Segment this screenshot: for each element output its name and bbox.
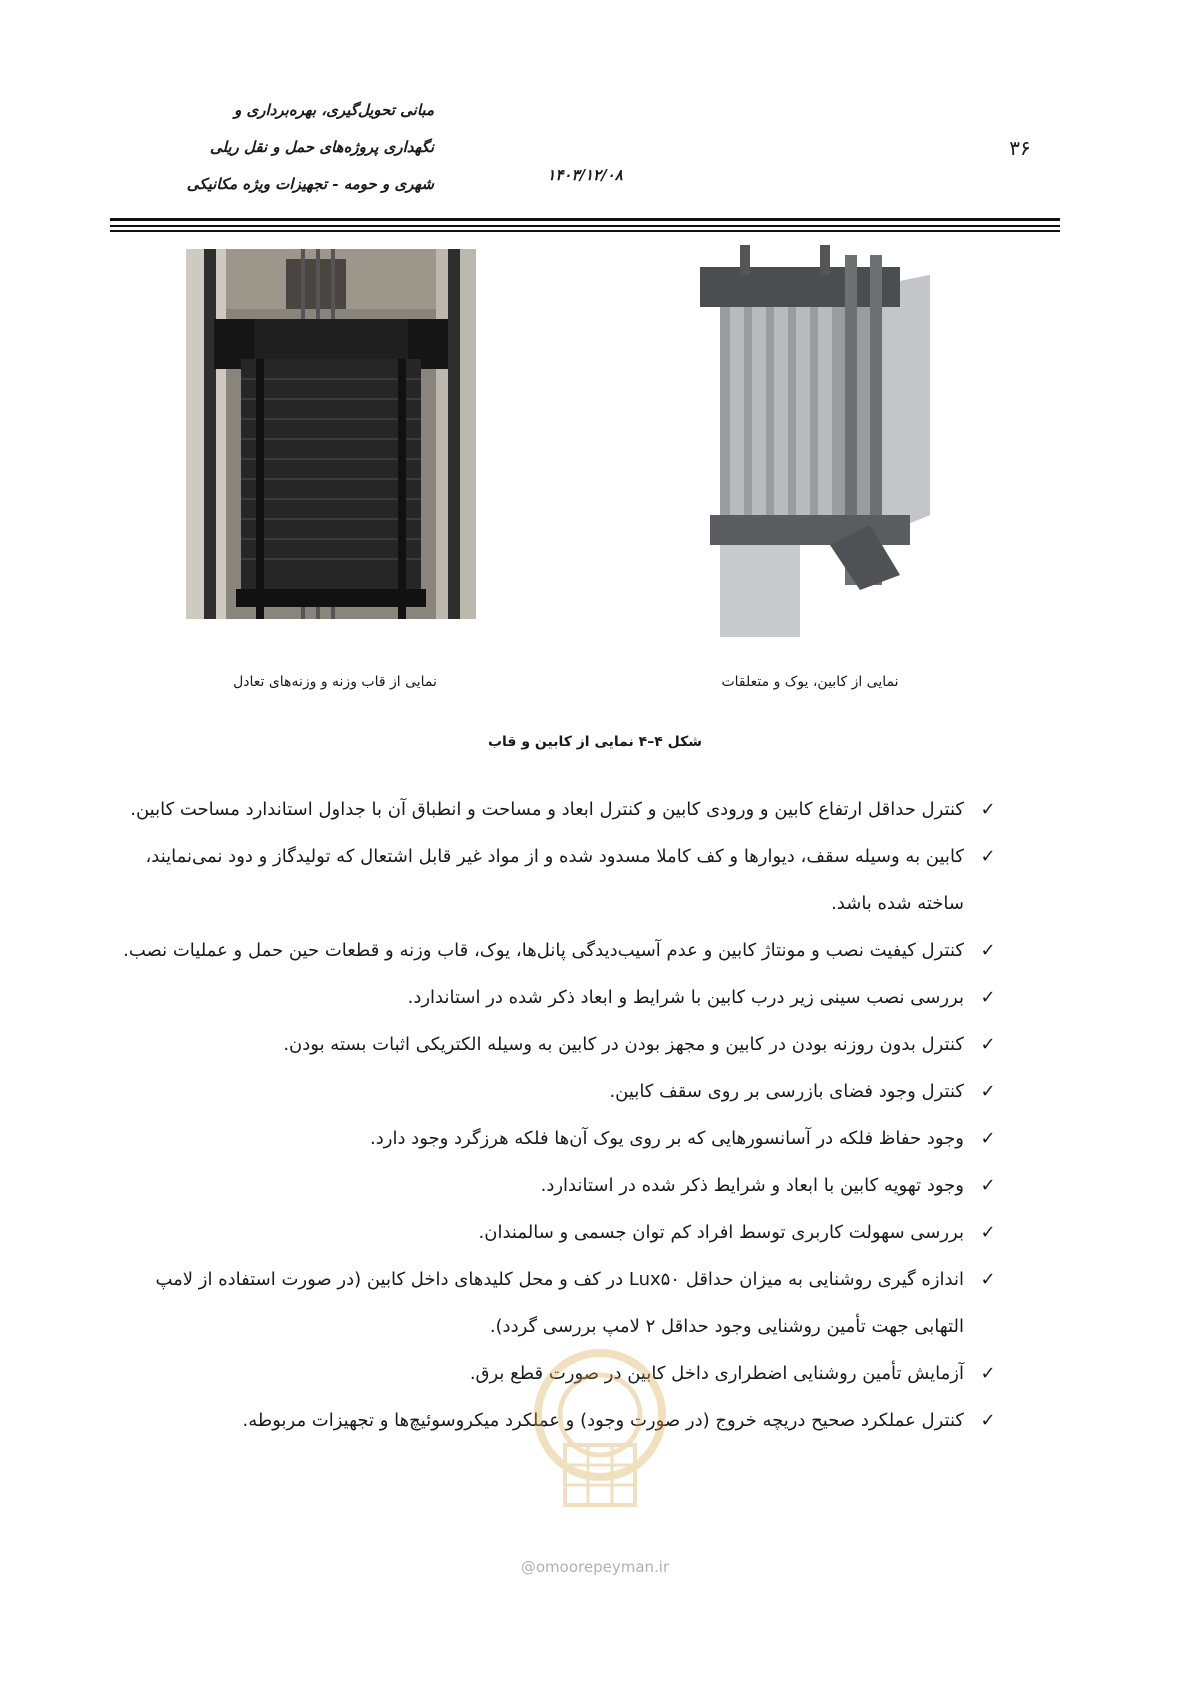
list-item bbox=[110, 1115, 1000, 1162]
check-mark-icon: ✓ bbox=[980, 1410, 996, 1431]
list-item-text: کابین به وسیله سقف، دیوارها و کف کاملا مسدود شده و از مواد غیر قابل اشتعال که تولیدگاز و دود نمی‌نمایند، ساخته شده باشد. bbox=[145, 846, 964, 914]
list-item-text: وجود تهویه کابین با ابعاد و شرایط ذکر شده در استاندارد. bbox=[540, 1175, 964, 1196]
check-mark-icon: ✓ bbox=[980, 940, 996, 961]
header-date: ۱۴۰۳/۱۲/۰۸ bbox=[547, 166, 623, 184]
page-number: ۳۶ bbox=[1009, 136, 1031, 160]
list-item-text: آزمایش تأمین روشنایی اضطراری داخل کابین در صورت قطع برق. bbox=[469, 1363, 964, 1384]
list-item-text: بررسی نصب سینی زیر درب کابین با شرایط و ابعاد ذکر شده در استاندارد. bbox=[407, 987, 964, 1008]
figure-caption-left: نمایی از قاب وزنه و وزنه‌های تعادل bbox=[233, 674, 437, 690]
list-item bbox=[110, 833, 1000, 927]
check-mark-icon: ✓ bbox=[980, 1128, 996, 1149]
list-item bbox=[110, 1162, 1000, 1209]
header-rule bbox=[110, 218, 1060, 221]
watermark-logo-icon bbox=[520, 1325, 680, 1525]
list-item bbox=[110, 786, 1000, 833]
figure-caption-right: نمایی از کابین، یوک و متعلقات bbox=[721, 674, 899, 690]
list-item bbox=[110, 1209, 1000, 1256]
header-title-line-3: شهری و حومه - تجهیزات ویژه مکانیکی bbox=[186, 175, 434, 193]
list-item-text: کنترل وجود فضای بازرسی بر روی سقف کابین. bbox=[609, 1081, 964, 1102]
header-title-line-2: نگهداری پروژه‌های حمل و نقل ریلی bbox=[209, 138, 434, 156]
cabin-yoke-photo bbox=[680, 245, 940, 637]
list-item-text: وجود حفاظ فلکه در آسانسورهایی که بر روی یوک آن‌ها فلکه هرزگرد وجود دارد. bbox=[370, 1128, 964, 1149]
list-item-text: بررسی سهولت کاربری توسط افراد کم توان جسمی و سالمندان. bbox=[478, 1222, 964, 1243]
check-mark-icon: ✓ bbox=[980, 1034, 996, 1055]
running-header bbox=[134, 92, 434, 203]
footer-site-label: @omoorepeyman.ir bbox=[520, 1558, 670, 1576]
check-mark-icon: ✓ bbox=[980, 799, 996, 820]
check-mark-icon: ✓ bbox=[980, 1363, 996, 1384]
list-item-text: کنترل بدون روزنه بودن در کابین و مجهز بودن در کابین به وسیله الکتریکی اثبات بسته بودن. bbox=[283, 1034, 964, 1055]
header-rule bbox=[110, 230, 1060, 232]
list-item-text: کنترل حداقل ارتفاع کابین و ورودی کابین و کنترل ابعاد و مساحت و انطباق آن با جداول استاندارد مساحت کابین. bbox=[130, 799, 964, 820]
check-mark-icon: ✓ bbox=[980, 1222, 996, 1243]
list-item-text: اندازه گیری روشنایی به میزان حداقل Lux۵۰ در کف و محل کلیدهای داخل کابین (در صورت استفاده از لامپ التهابی جهت تأمین روشنایی وجود حداقل ۲ لامپ بررسی گردد). bbox=[155, 1269, 964, 1337]
list-item-text: کنترل کیفیت نصب و مونتاژ کابین و عدم آسیب‌دیدگی پانل‌ها، یوک، قاب وزنه و قطعات حین حمل و عملیات نصب. bbox=[123, 940, 964, 961]
check-mark-icon: ✓ bbox=[980, 1175, 996, 1196]
list-item bbox=[110, 974, 1000, 1021]
header-title-line-1: مبانی تحویل‌گیری، بهره‌برداری و bbox=[234, 101, 434, 119]
check-mark-icon: ✓ bbox=[980, 1269, 996, 1290]
counterweight-frame-photo bbox=[186, 249, 476, 619]
list-item bbox=[110, 927, 1000, 974]
list-item-text: کنترل عملکرد صحیح دریچه خروج (در صورت وجود) و عملکرد میکروسوئیچ‌ها و تجهیزات مربوطه. bbox=[242, 1410, 964, 1431]
check-mark-icon: ✓ bbox=[980, 1081, 996, 1102]
list-item bbox=[110, 1021, 1000, 1068]
check-mark-icon: ✓ bbox=[980, 846, 996, 867]
list-item bbox=[110, 1068, 1000, 1115]
figure-title: شکل ۴–۴ نمایی از کابین و قاب bbox=[487, 734, 703, 750]
check-mark-icon: ✓ bbox=[980, 987, 996, 1008]
header-rule bbox=[110, 225, 1060, 227]
